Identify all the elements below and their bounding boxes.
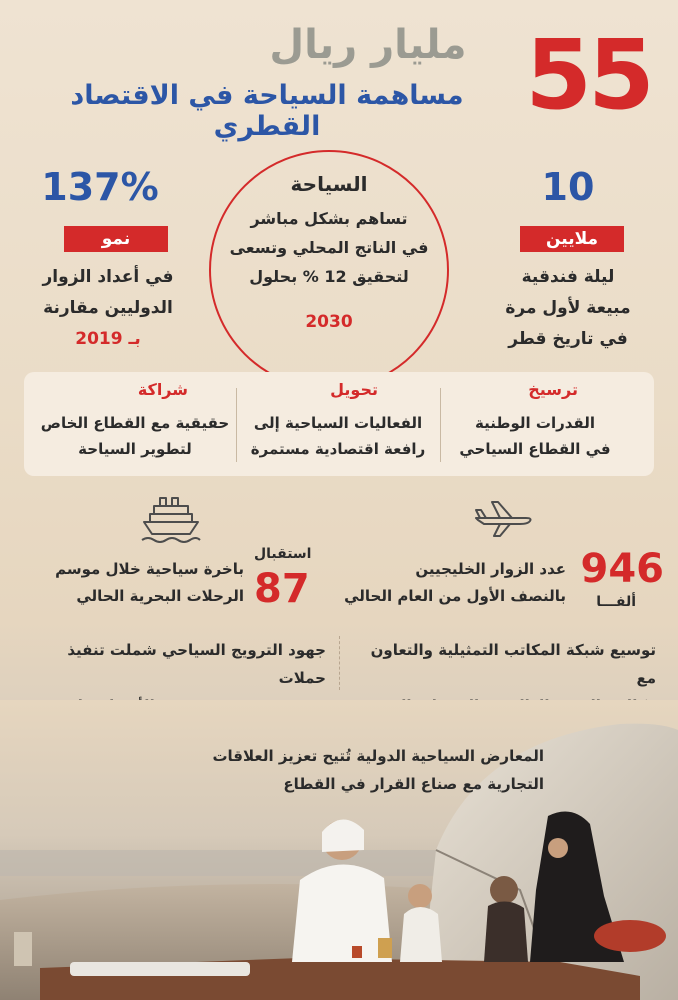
growth-value: 137%: [41, 165, 159, 209]
pillar-body-transform: [242, 410, 434, 462]
pillar-transform-line1: الفعاليات السياحية إلى: [253, 414, 423, 432]
hotel-nights-tag: ملايين: [520, 226, 624, 252]
cruise-ship-icon: [140, 494, 202, 544]
gulf-visitors-line1: عدد الزوار الخليجيين: [415, 560, 566, 578]
gulf-visitors-text: [336, 556, 566, 610]
cruise-text: [34, 556, 244, 610]
tourism-circle-line1: تساهم بشكل مباشر: [250, 209, 408, 228]
pillar-divider: [440, 388, 441, 462]
hotel-nights-line2: مبيعة لأول مرة: [505, 298, 631, 318]
gulf-visitors-unit: ألفـــا: [596, 594, 636, 610]
pillar-title-transform: تحويل: [330, 380, 378, 399]
tourism-circle-year: 2030: [305, 312, 353, 332]
pillar-entrench-line2: في القطاع السياحي: [459, 440, 611, 458]
exhibitions-line2: التجارية مع صناع القرار في القطاع: [283, 775, 544, 793]
headline-number: 55: [525, 19, 651, 131]
growth-line2: الدوليين مقارنة: [43, 298, 173, 318]
pillar-partnership-line2: لتطوير السياحة: [78, 440, 192, 458]
pillar-title-partnership: شراكة: [137, 380, 188, 399]
pillar-entrench-line1: القدرات الوطنية: [475, 414, 595, 432]
gulf-visitors-value: 946: [580, 546, 664, 592]
hotel-nights-line1: ليلة فندقية: [521, 267, 615, 287]
exhibitions-paragraph: [164, 742, 544, 798]
cruise-line2: الرحلات البحرية الحالي: [76, 587, 244, 605]
airplane-icon: [470, 498, 534, 538]
tourism-circle-title: السياحة: [290, 172, 368, 196]
headline-currency: مليار ريال: [269, 22, 467, 68]
pillar-title-entrench: ترسيخ: [528, 380, 578, 399]
hotel-nights-text: [478, 262, 658, 355]
tourism-circle-line3: لتحقيق 12 % بحلول: [249, 267, 409, 286]
hotel-nights-value: 10: [541, 165, 595, 209]
paragraph-divider: [339, 636, 340, 690]
growth-text: [18, 262, 198, 355]
exhibitions-line1: المعارض السياحية الدولية تُتيح تعزيز العلاقات: [212, 747, 544, 765]
cruise-label: استقبال: [254, 546, 312, 562]
tourism-circle-line2: في الناتج المحلي وتسعى: [229, 238, 429, 257]
expansion-line1: توسيع شبكة المكاتب التمثيلية والتعاون مع: [370, 641, 656, 687]
pillar-transform-line2: رافعة اقتصادية مستمرة: [250, 440, 426, 458]
growth-line1: في أعداد الزوار: [42, 267, 174, 287]
hotel-nights-line3: في تاريخ قطر: [508, 329, 628, 349]
headline-subtitle: مساهمة السياحة في الاقتصاد القطري: [70, 80, 464, 142]
pillar-body-entrench: [450, 410, 620, 462]
promotion-line1: جهود الترويج السياحي شملت تنفيذ حملات: [67, 641, 326, 687]
cruise-line1: باخرة سياحية خلال موسم: [55, 560, 244, 578]
pillar-body-partnership: [40, 410, 230, 462]
pillar-divider: [236, 388, 237, 462]
cruise-value: 87: [254, 566, 310, 612]
gulf-visitors-line2: بالنصف الأول من العام الحالي: [344, 587, 566, 605]
growth-tag: نمو: [64, 226, 168, 252]
pillar-partnership-line1: حقيقية مع القطاع الخاص: [40, 414, 230, 432]
growth-year: بـ 2019: [75, 329, 141, 349]
tourism-circle-body: [229, 204, 429, 291]
